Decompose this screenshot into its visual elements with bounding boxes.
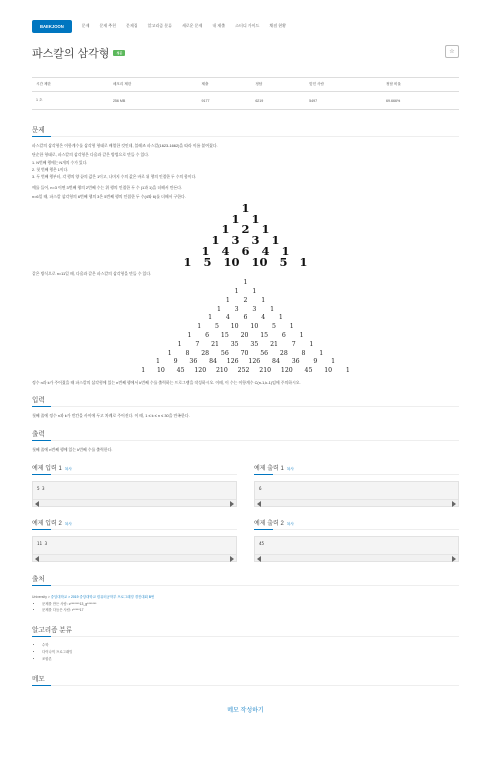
sample-box[interactable] xyxy=(254,481,459,507)
sample-title: 예제 입력 1 xyxy=(32,465,62,472)
input-section xyxy=(32,394,459,419)
solvers-value: 5497 xyxy=(305,92,382,110)
desc-paragraph: n=6일 때, 파스칼 삼각형의 6번째 행의 3은 5번째 행의 인접한 두 수(4와 6)를 더해서 구한다. xyxy=(32,194,186,199)
header-memory-limit: 메모리 제한 xyxy=(109,78,198,92)
ratio-value: 69.666% xyxy=(382,92,459,110)
section-title-output: 출력 xyxy=(32,428,459,440)
memo-section xyxy=(32,673,459,714)
triangle-row: 1 5 10 10 5 1 xyxy=(197,323,294,331)
source-line xyxy=(32,594,459,599)
sample-title: 예제 출력 2 xyxy=(254,520,284,527)
star-icon: ☆ xyxy=(449,49,455,55)
triangle-row: 1 9 36 84 126 126 84 36 9 1 xyxy=(155,358,336,366)
sample-input-1 xyxy=(32,463,237,507)
accepted-value: 6219 xyxy=(251,92,305,110)
sample-value: 11 3 xyxy=(37,540,48,546)
scroll-left-icon[interactable] xyxy=(35,556,39,562)
header-submissions: 제출 xyxy=(198,78,252,92)
algorithm-list xyxy=(32,642,459,663)
source-prefix: University > xyxy=(32,594,51,599)
nav-item-status[interactable]: 채점 현황 xyxy=(269,23,286,28)
output-description: 첫째 줄에 n번째 행에 있는 k번째 수를 출력한다. xyxy=(32,446,113,452)
sample-value: 45 xyxy=(259,540,265,546)
triangle-row: 1 xyxy=(243,279,248,287)
status-badge: 성공 xyxy=(113,50,125,56)
nav-item-new[interactable]: 새로운 문제 xyxy=(181,23,203,28)
problem-section xyxy=(32,124,459,386)
output-section xyxy=(32,428,459,453)
triangle-row: 1 2 1 xyxy=(225,296,266,304)
submissions-value: 9177 xyxy=(198,92,252,110)
problem-title: 파스칼의 삼각형 xyxy=(32,48,110,60)
top-nav xyxy=(32,0,459,36)
list-item: 2. 첫 번째 행은 1이다. xyxy=(32,168,69,172)
scroll-left-icon[interactable] xyxy=(35,501,39,507)
triangle-row: 1 2 1 xyxy=(221,222,270,237)
algorithm-tag[interactable]: • 다이나믹 프로그래밍 xyxy=(42,649,459,656)
copy-button[interactable]: 복사 xyxy=(64,466,72,471)
algorithm-section xyxy=(32,624,459,663)
nav-item-recommend[interactable]: 문제 추천 xyxy=(99,23,117,28)
list-item: • 문제를 만든 사람: c*******13_g******* xyxy=(42,601,459,607)
nav-item-study[interactable]: 스터디 가이드 xyxy=(235,23,260,28)
sample-title: 예제 출력 1 xyxy=(254,465,284,472)
pascal-triangle-small xyxy=(32,203,459,267)
header-accepted: 정답 xyxy=(251,78,305,92)
copy-button[interactable]: 복사 xyxy=(286,521,294,526)
horizontal-scrollbar[interactable] xyxy=(33,554,236,561)
triangle-row: 1 1 xyxy=(231,211,260,226)
scroll-right-icon[interactable] xyxy=(230,556,234,562)
write-memo-button[interactable]: 메모 작성하기 xyxy=(227,707,264,714)
scroll-left-icon[interactable] xyxy=(257,501,261,507)
favorite-star-button[interactable] xyxy=(445,45,459,58)
horizontal-scrollbar[interactable] xyxy=(255,499,458,506)
problem-header xyxy=(32,42,459,64)
samples-row-1 xyxy=(32,463,459,507)
horizontal-scrollbar[interactable] xyxy=(33,499,236,506)
section-title-problem: 문제 xyxy=(32,124,459,136)
triangle-row: 1 3 3 1 xyxy=(216,305,275,313)
sample-output-1 xyxy=(254,463,459,507)
sample-box[interactable] xyxy=(32,536,237,562)
sample-title: 예제 입력 2 xyxy=(32,520,62,527)
triangle-row: 1 10 45 120 210 252 210 120 45 10 1 xyxy=(141,367,350,375)
algorithm-tag[interactable]: • 수학 xyxy=(42,642,459,649)
header-time-limit: 시간 제한 xyxy=(32,78,109,92)
sample-value: 5 3 xyxy=(37,485,45,491)
triangle-row: 1 4 6 4 1 xyxy=(201,243,290,258)
triangle-row: 1 xyxy=(241,201,250,215)
list-item: 1. N번째 행에는 N개의 수가 있다. xyxy=(32,161,88,165)
nav-item-my-submit[interactable]: 내 제출 xyxy=(212,23,226,28)
copy-button[interactable]: 복사 xyxy=(64,521,72,526)
list-item: • 문제를 다듬은 사람: r*****17 xyxy=(42,607,459,613)
section-title-source: 출처 xyxy=(32,573,459,585)
source-list xyxy=(32,601,459,613)
source-section xyxy=(32,573,459,613)
samples-row-2 xyxy=(32,518,459,562)
desc-paragraph: 단순한 형태로, 파스칼의 삼각형은 다음과 같은 방법으로 만들 수 있다. xyxy=(32,152,150,157)
problem-info-table xyxy=(32,77,459,110)
pascal-triangle-large xyxy=(32,279,459,376)
triangle-row: 1 1 xyxy=(234,288,257,296)
scroll-right-icon[interactable] xyxy=(452,501,456,507)
sample-input-2 xyxy=(32,518,237,562)
input-description: 첫째 줄에 정수 n과 k가 빈칸을 사이에 두고 차례로 주어진다. 이 때, 1 ≤ k ≤ n ≤ 30을 만족한다. xyxy=(32,412,190,418)
sample-box[interactable] xyxy=(32,481,237,507)
desc-paragraph: 예를 들어, n=3 이면 3번째 행의 2번째 수는 위 행의 인접한 두 수 (1과 1)을 더해서 만든다. xyxy=(32,185,183,190)
triangle-row: 1 6 15 20 15 6 1 xyxy=(187,332,304,339)
horizontal-scrollbar[interactable] xyxy=(255,554,458,561)
memory-limit-value: 256 MB xyxy=(109,92,198,110)
sample-box[interactable] xyxy=(254,536,459,562)
section-title-algorithms: 알고리즘 분류 xyxy=(32,624,459,636)
nav-item-algorithms[interactable]: 알고리즘 분류 xyxy=(147,23,172,28)
header-ratio: 정답 비율 xyxy=(382,78,459,92)
list-item: 3. 두 번째 행부터, 각 행의 양 끝의 값은 1이고, 나머지 수의 값은 바로 위 행의 인접한 두 수의 합이다. xyxy=(32,175,197,179)
triangle-row: 1 7 21 35 35 21 7 1 xyxy=(177,340,314,348)
scroll-left-icon[interactable] xyxy=(257,556,261,562)
triangle-row: 1 3 3 1 xyxy=(211,233,280,248)
header-solvers: 맞힌 사람 xyxy=(305,78,382,92)
sample-output-2 xyxy=(254,518,459,562)
nav-item-problems[interactable]: 문제 xyxy=(81,23,90,28)
copy-button[interactable]: 복사 xyxy=(286,466,294,471)
scroll-right-icon[interactable] xyxy=(230,501,234,507)
section-title-input: 입력 xyxy=(32,394,459,406)
rules-list xyxy=(32,160,459,181)
time-limit-value: 1 초 xyxy=(32,92,109,110)
desc-paragraph: 같은 방식으로 n=11일 때, 다음과 같은 파스칼의 삼각형을 만들 수 있다. xyxy=(32,271,152,277)
source-link[interactable]: 중앙대학교 > 2019 중앙대학교 컴퓨터공학부 프로그래밍 경진대회 B번 xyxy=(50,594,155,599)
desc-paragraph: 파스칼의 삼각형은 이항계수를 삼각형 형태로 배열한 것인데, 블레즈 파스칼(1623-1662)을 따라 이름 붙여졌다. xyxy=(32,143,218,148)
triangle-row: 1 5 10 10 5 1 xyxy=(183,254,308,269)
section-title-memo: 메모 xyxy=(32,673,459,685)
scroll-right-icon[interactable] xyxy=(452,556,456,562)
triangle-row: 1 4 6 4 1 xyxy=(208,314,283,322)
desc-paragraph: 정수 n과 k가 주어졌을 때 파스칼의 삼각형에 있는 n번째 행에서 k번째 수를 출력하는 프로그램을 작성하시오. 이때, 이 수는 이항계수 C(n-1,k-1)임에 주의하시오. xyxy=(32,379,301,385)
sample-value: 6 xyxy=(259,485,262,491)
algorithm-tag[interactable]: • 조합론 xyxy=(42,656,459,663)
nav-item-workbook[interactable]: 문제집 xyxy=(126,23,138,28)
triangle-row: 1 8 28 56 70 56 28 8 1 xyxy=(167,349,324,357)
site-logo[interactable]: BAEKJOON xyxy=(32,20,72,33)
